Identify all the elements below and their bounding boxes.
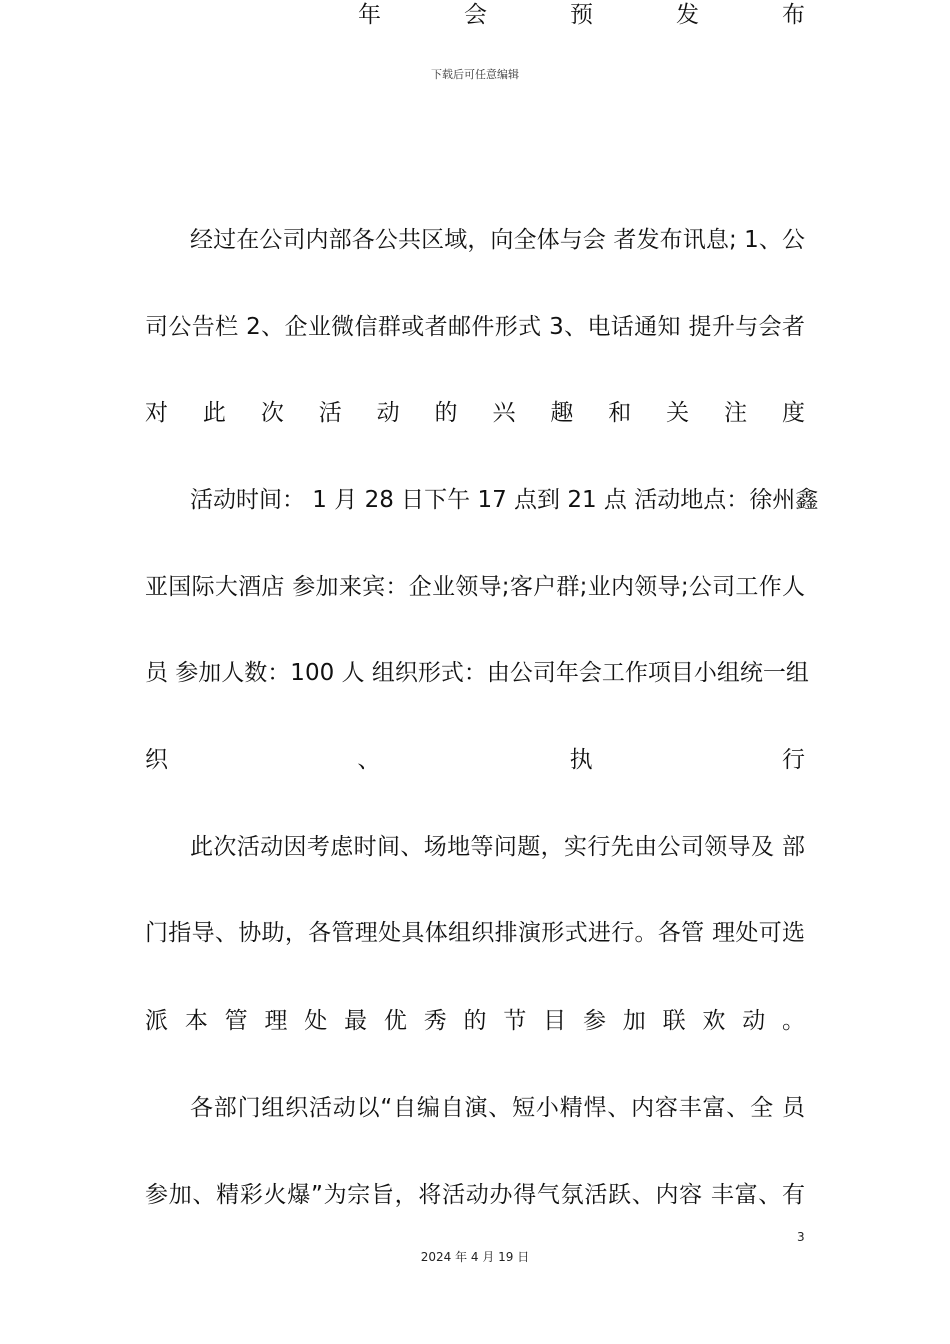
paragraph-line: 参加、精彩火爆”为宗旨，将活动办得气氛活跃、内容 丰富、有 bbox=[145, 1182, 805, 1208]
spread-char: 行 bbox=[781, 747, 805, 773]
spread-char: 执 bbox=[569, 747, 593, 773]
paragraph-line: 经过在公司内部各公共区域，向全体与会 者发布讯息; 1、公 bbox=[190, 227, 805, 253]
paragraph-line: 各部门组织活动以“自编自演、短小精悍、内容丰富、全 员 bbox=[190, 1095, 805, 1121]
paragraph-line: 门指导、协助，各管理处具体组织排演形式进行。各管 理处可选 bbox=[145, 920, 805, 946]
page-number: 3 bbox=[797, 1230, 805, 1244]
paragraph-line-spread bbox=[145, 745, 805, 775]
spread-char: 织 bbox=[145, 747, 168, 773]
paragraph-line: 对此次活动的兴趣和关注度 bbox=[145, 400, 805, 426]
title-char: 预 bbox=[570, 2, 593, 28]
title-char: 发 bbox=[676, 2, 699, 28]
title-char: 年 bbox=[358, 2, 381, 28]
paragraph-line: 派本管理处最优秀的节目参加联欢动。 bbox=[145, 1008, 805, 1034]
paragraph-line: 司公告栏 2、企业微信群或者邮件形式 3、电话通知 提升与会者 bbox=[145, 314, 805, 340]
paragraph-line: 员 参加人数：100 人 组织形式：由公司年会工作项目小组统一组 bbox=[145, 660, 809, 686]
paragraph-line: 此次活动因考虑时间、场地等问题，实行先由公司领导及 部 bbox=[190, 834, 805, 860]
document-title bbox=[358, 0, 805, 30]
footer-date: 2024 年 4 月 19 日 bbox=[420, 1250, 530, 1264]
spread-char: 、 bbox=[357, 747, 381, 773]
paragraph-line: 活动时间： 1 月 28 日下午 17 点到 21 点 活动地点：徐州鑫 bbox=[190, 487, 819, 513]
paragraph-line: 亚国际大酒店 参加来宾：企业领导;客户群;业内领导;公司工作人 bbox=[145, 574, 805, 600]
title-char: 会 bbox=[464, 2, 487, 28]
title-char: 布 bbox=[782, 2, 805, 28]
header-note: 下载后可任意编辑 bbox=[431, 68, 519, 81]
